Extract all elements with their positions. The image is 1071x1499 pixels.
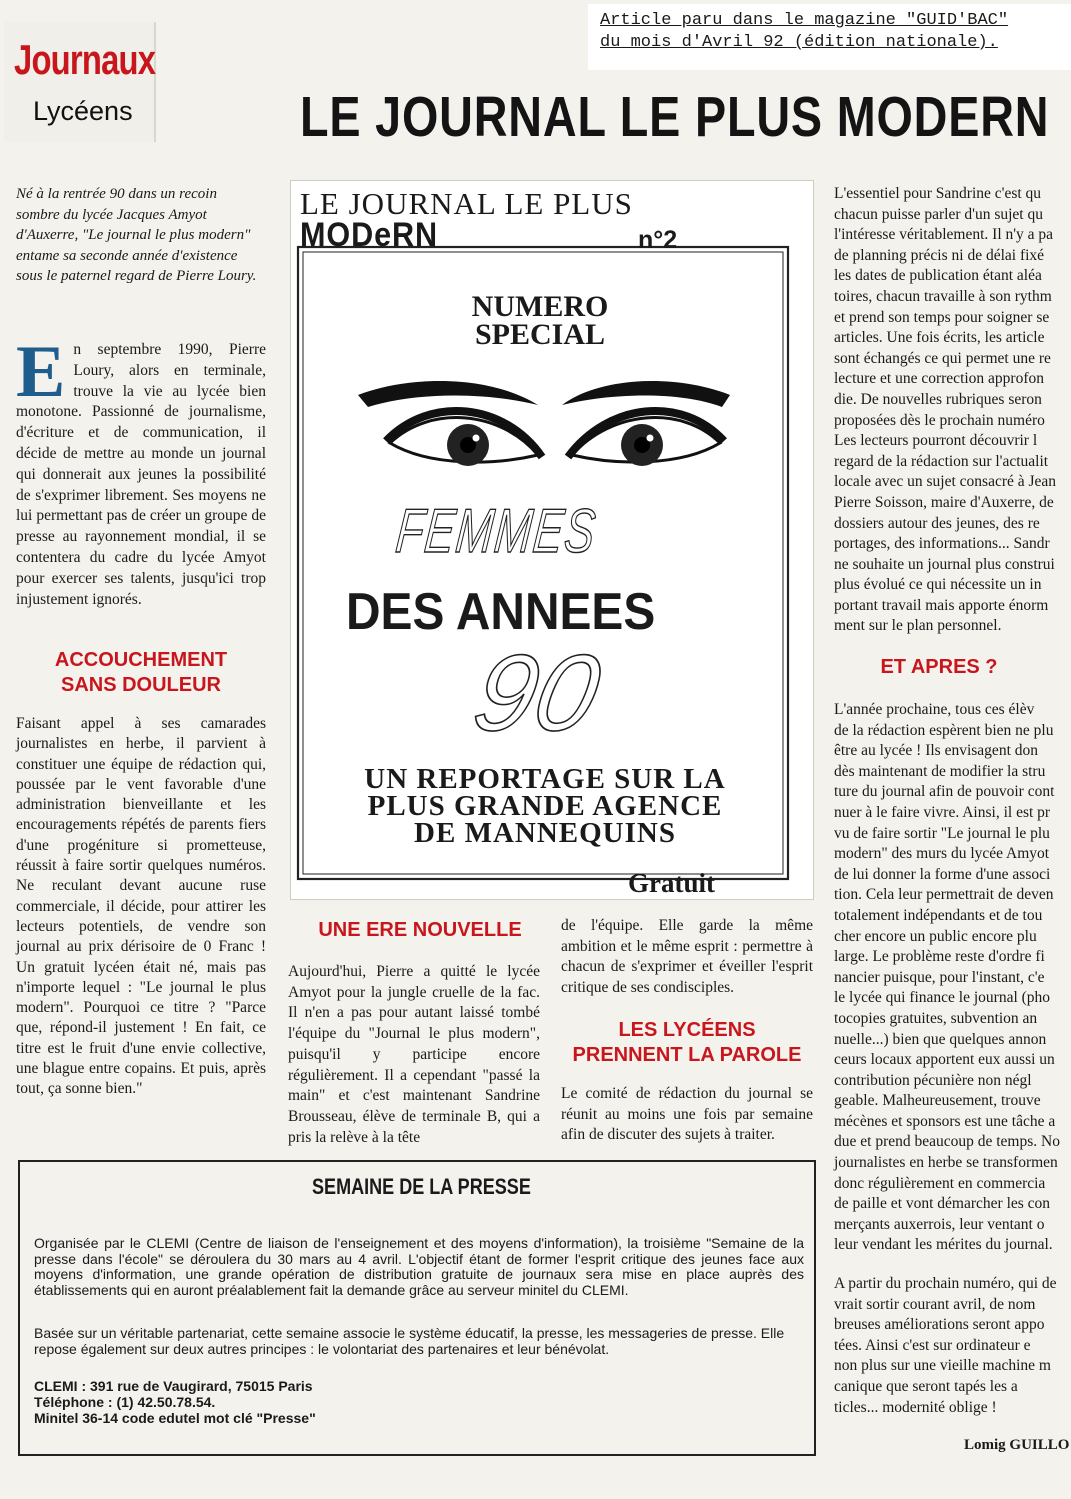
line: large. Le problème reste d'ordre fi [834,948,1045,966]
left-eye [386,411,542,466]
line: ticles... modernité oblige ! [834,1398,997,1416]
cover-special-line1: NUMERO [471,290,609,323]
line: merçants auxerrois, leur ventant o [834,1215,1045,1233]
line: tées. Ainsi c'est sur ordinateur e [834,1336,1031,1354]
cover-special [450,290,630,351]
cover-title-line2: MODeRN [300,216,439,254]
line: de paille et vont démarcher les con [834,1195,1051,1213]
right-column-3 [834,1274,1071,1418]
right-column-1 [834,184,1071,637]
line: être au lycée ! Ils envisagent don [834,742,1038,760]
line: chacun puisse parler d'un sujet qu [834,205,1043,223]
line: cher encore un public encore plu [834,927,1037,945]
subhead-accouchement-line1: ACCOUCHEMENT [54,649,228,671]
line: ceurs locaux apportent eux aussi un [834,1051,1055,1069]
rubric-subtitle: Lycéens [33,96,133,126]
cover-title-line1: LE JOURNAL LE PLUS [300,186,633,221]
line: A partir du prochain numéro, qui de [834,1275,1057,1292]
subhead-lyceens-line2: PRENNENT LA PAROLE [572,1044,802,1066]
line: contribution pécunière non négl [834,1071,1032,1089]
line: nancier puisque, pour l'instant, c'e [834,968,1045,986]
body-paragraph-2: Faisant appel à ses camarades journalistes en herbe, il parvient à constituer une équipe de rédaction qui, poussée par le vent favorable d'une administration bienveillante et les encouragements répétés de parents fiers d'une progéniture si prometteuse, réussit à faire sortir quelques numéros. Ne reculant devant aucune ruse commerciale, il décide, pour attirer les lecteurs potentiels, de vendre son journal au prix dérisoire de 0 Franc ! Un gratuit lycéen était né, mais pas n'importe lequel : "Le journal le plus modern". Pourquoi ce titre ? "Parce que, répond-il justement ! En fait, ce titre est le fruit d'une envie collective, une blague entre copains. Et puis, après tout, ça sonne bien." [16,715,266,1098]
press-week-contact [34,1378,434,1426]
cover-report-line2: PLUS GRANDE AGENCE [367,790,723,822]
line: tocopies gratuites, subvention an [834,1009,1038,1027]
line: de lui donner la forme d'une associ [834,865,1051,883]
line: portant travail mais apporte énorm [834,596,1049,614]
line: canique que seront tapés les a [834,1377,1018,1395]
right-eyebrow [562,381,730,407]
body-paragraph-4: de l'équipe. Elle garde la même ambition et le même esprit : permettre à chacun de s'exprimer et éveiller l'esprit critique de ses condisciples. [561,917,813,997]
cover-report-line1: UN REPORTAGE SUR LA [364,763,726,795]
line: tion. Cela leur permettrait de deven [834,886,1054,904]
line: sont échangés ce qui permet une re [834,349,1051,367]
line: ment sur le plan personnel. [834,617,1002,635]
line: articles. Une fois écrits, les article [834,329,1045,347]
line: locale avec un sujet consacré à Jean [834,473,1057,491]
press-week-paragraph-1: Organisée par le CLEMI (Centre de liaison de l'enseignement et des moyens d'information), la troisième "Semaine de la presse dans l'école" se déroulera du 30 mars au 4 avril. L'objectif étant de former l'esprit critique des jeunes face aux moyens d'information, une grande opération de distribution gratuite de journaux sera mise en place auprès des établissements qui en auront préalablement fait la demande grâce au serveur minitel du CLEMI. [34,1235,804,1298]
cover-gratuit: Gratuit [628,868,715,898]
line: Pierre Soisson, maire d'Auxerre, de [834,493,1054,511]
cover-femmes: FEMMES [392,497,600,566]
left-eyebrow [358,381,538,407]
line: geable. Malheureusement, trouve [834,1092,1041,1110]
source-note-line1: Article paru dans le magazine "GUID'BAC" [600,11,1009,30]
press-week-paragraph-2: Basée sur un véritable partenariat, cette semaine associe le système éducatif, la presse, les messageries de presse. Elle repose également sur deux autres principes : le volontariat des partenaires et leur bénévolat. [34,1325,785,1357]
line: toires, chacun travaille à son rythm [834,287,1052,305]
contact-address: CLEMI : 391 rue de Vaugirard, 75015 Paris [34,1378,313,1394]
cover-report [335,763,755,849]
cover-ninety: 90 [464,632,611,753]
line: die. De nouvelles rubriques seron [834,390,1042,408]
right-eye [568,411,724,466]
line: leur vendant les mérites du journal. [834,1236,1053,1254]
line: due et prend beaucoup de temps. No [834,1133,1060,1151]
line: portages, des informations... Sandr [834,535,1050,553]
article-headline: LE JOURNAL LE PLUS MODERN [300,85,1050,149]
subhead-lyceens-line1: LES LYCÉENS [618,1019,756,1041]
cover-report-line3: DE MANNEQUINS [414,817,676,849]
line: journalistes en herbe se transformen [834,1154,1058,1172]
drop-cap: E [16,331,66,413]
line: vrait sortir courant avril, de nom [834,1295,1036,1313]
source-note-line2: du mois d'Avril 92 (édition nationale). [600,33,998,52]
contact-minitel: Minitel 36-14 code edutel mot clé "Presse" [34,1410,316,1426]
line: L'année prochaine, tous ces élèv [834,701,1035,718]
contact-phone: Téléphone : (1) 42.50.78.54. [34,1394,216,1410]
line: plus évolué ce qui nécessite un in [834,576,1042,594]
subhead-lyceens [561,1018,813,1068]
line: dossiers autour des jeunes, des re [834,514,1040,532]
line: modern" des murs du lycée Amyot [834,845,1050,863]
line: nuelle...) bien que quelques annon [834,1030,1047,1048]
press-week-title: SEMAINE DE LA PRESSE [312,1174,531,1199]
rubric-title: Journaux [14,36,156,83]
article-intro: Né à la rentrée 90 dans un recoin sombre du lycée Jacques Amyot d'Auxerre, "Le journal le plus modern" entame sa seconde année d'existence sous le paternel regard de Pierre Loury. [16,186,257,285]
line: totalement indépendants et de tou [834,906,1043,924]
line: dès maintenant de modifier la stru [834,762,1046,780]
line: non plus sur une vieille machine m [834,1357,1051,1375]
line: et prend son temps pour soigner se [834,308,1050,326]
body-paragraph-3: Aujourd'hui, Pierre a quitté le lycée Amyot pour la jungle cruelle de la fac. Il n'en a pas pour autant laissé tombé l'équipe du "Journal le plus modern", puisqu'il y participe encore régulièrement. Il a cependant "passé la main" et c'est maintenant Sandrine Brousseau, élève de terminale B, qui a pris la relève à la tête [288,963,540,1146]
cover-des-annees: DES ANNEES [346,583,656,641]
body-paragraph-1-text: n septembre 1990, Pierre Loury, alors en terminale, trouve la vie au lycée bien monotone. Passionné de journalisme, d'écriture et de communication, il décide de mettre au monde un journal qui donnerait aux jeunes la possibilité de s'exprimer librement. Ses moyens ne lui permettant pas de créer un groupe de presse au rayonnement mondial, il se contentera du cadre du lycée Amyot pour exercer ses talents, jusqu'ici trop injustement ignorés. [16,341,266,608]
cover-issue-number: n°2 [638,226,678,254]
line: ture du journal afin de pouvoir cont [834,783,1055,801]
line: le lycée qui finance le journal (pho [834,989,1051,1007]
line: nuer à le faire vivre. Ainsi, il est pr [834,803,1051,821]
line: vu de faire sortir "Le journal le plu [834,824,1050,842]
line: breuses améliorations seront appo [834,1316,1045,1334]
line: l'intéresse véritablement. Il n'y a pa [834,226,1054,244]
line: mécènes et sponsors est une tâche a [834,1112,1056,1130]
line: L'essentiel pour Sandrine c'est qu [834,185,1042,202]
line: de la rédaction espèrent bien ne plu [834,721,1054,739]
line: les dates de publication étant aléa [834,267,1042,285]
line: lecture et une correction approfon [834,370,1045,388]
cover-special-line2: SPECIAL [474,318,606,351]
line: de planning précis ni de délai fixé [834,246,1045,264]
line: regard de la rédaction sur l'actualit [834,452,1049,470]
subhead-et-apres: ET APRES ? [880,656,998,678]
subhead-accouchement [36,648,246,698]
line: proposées dès le prochain numéro [834,411,1045,429]
line: ne souhaite un journal plus construi [834,555,1055,573]
subhead-ere-nouvelle: UNE ERE NOUVELLE [318,919,522,941]
source-note [588,4,1071,70]
author-signature: Lomig GUILLO [964,1437,1070,1453]
body-paragraph-5: Le comité de rédaction du journal se réunit au moins une fois par semaine afin de discuter des sujets à traiter. [561,1085,813,1144]
body-paragraph-1 [16,331,266,610]
right-column-2 [834,700,1071,1256]
line: Les lecteurs pourront découvrir l [834,432,1038,450]
line: donc régulièrement en commercia [834,1174,1046,1192]
subhead-accouchement-line2: SANS DOULEUR [60,674,221,696]
